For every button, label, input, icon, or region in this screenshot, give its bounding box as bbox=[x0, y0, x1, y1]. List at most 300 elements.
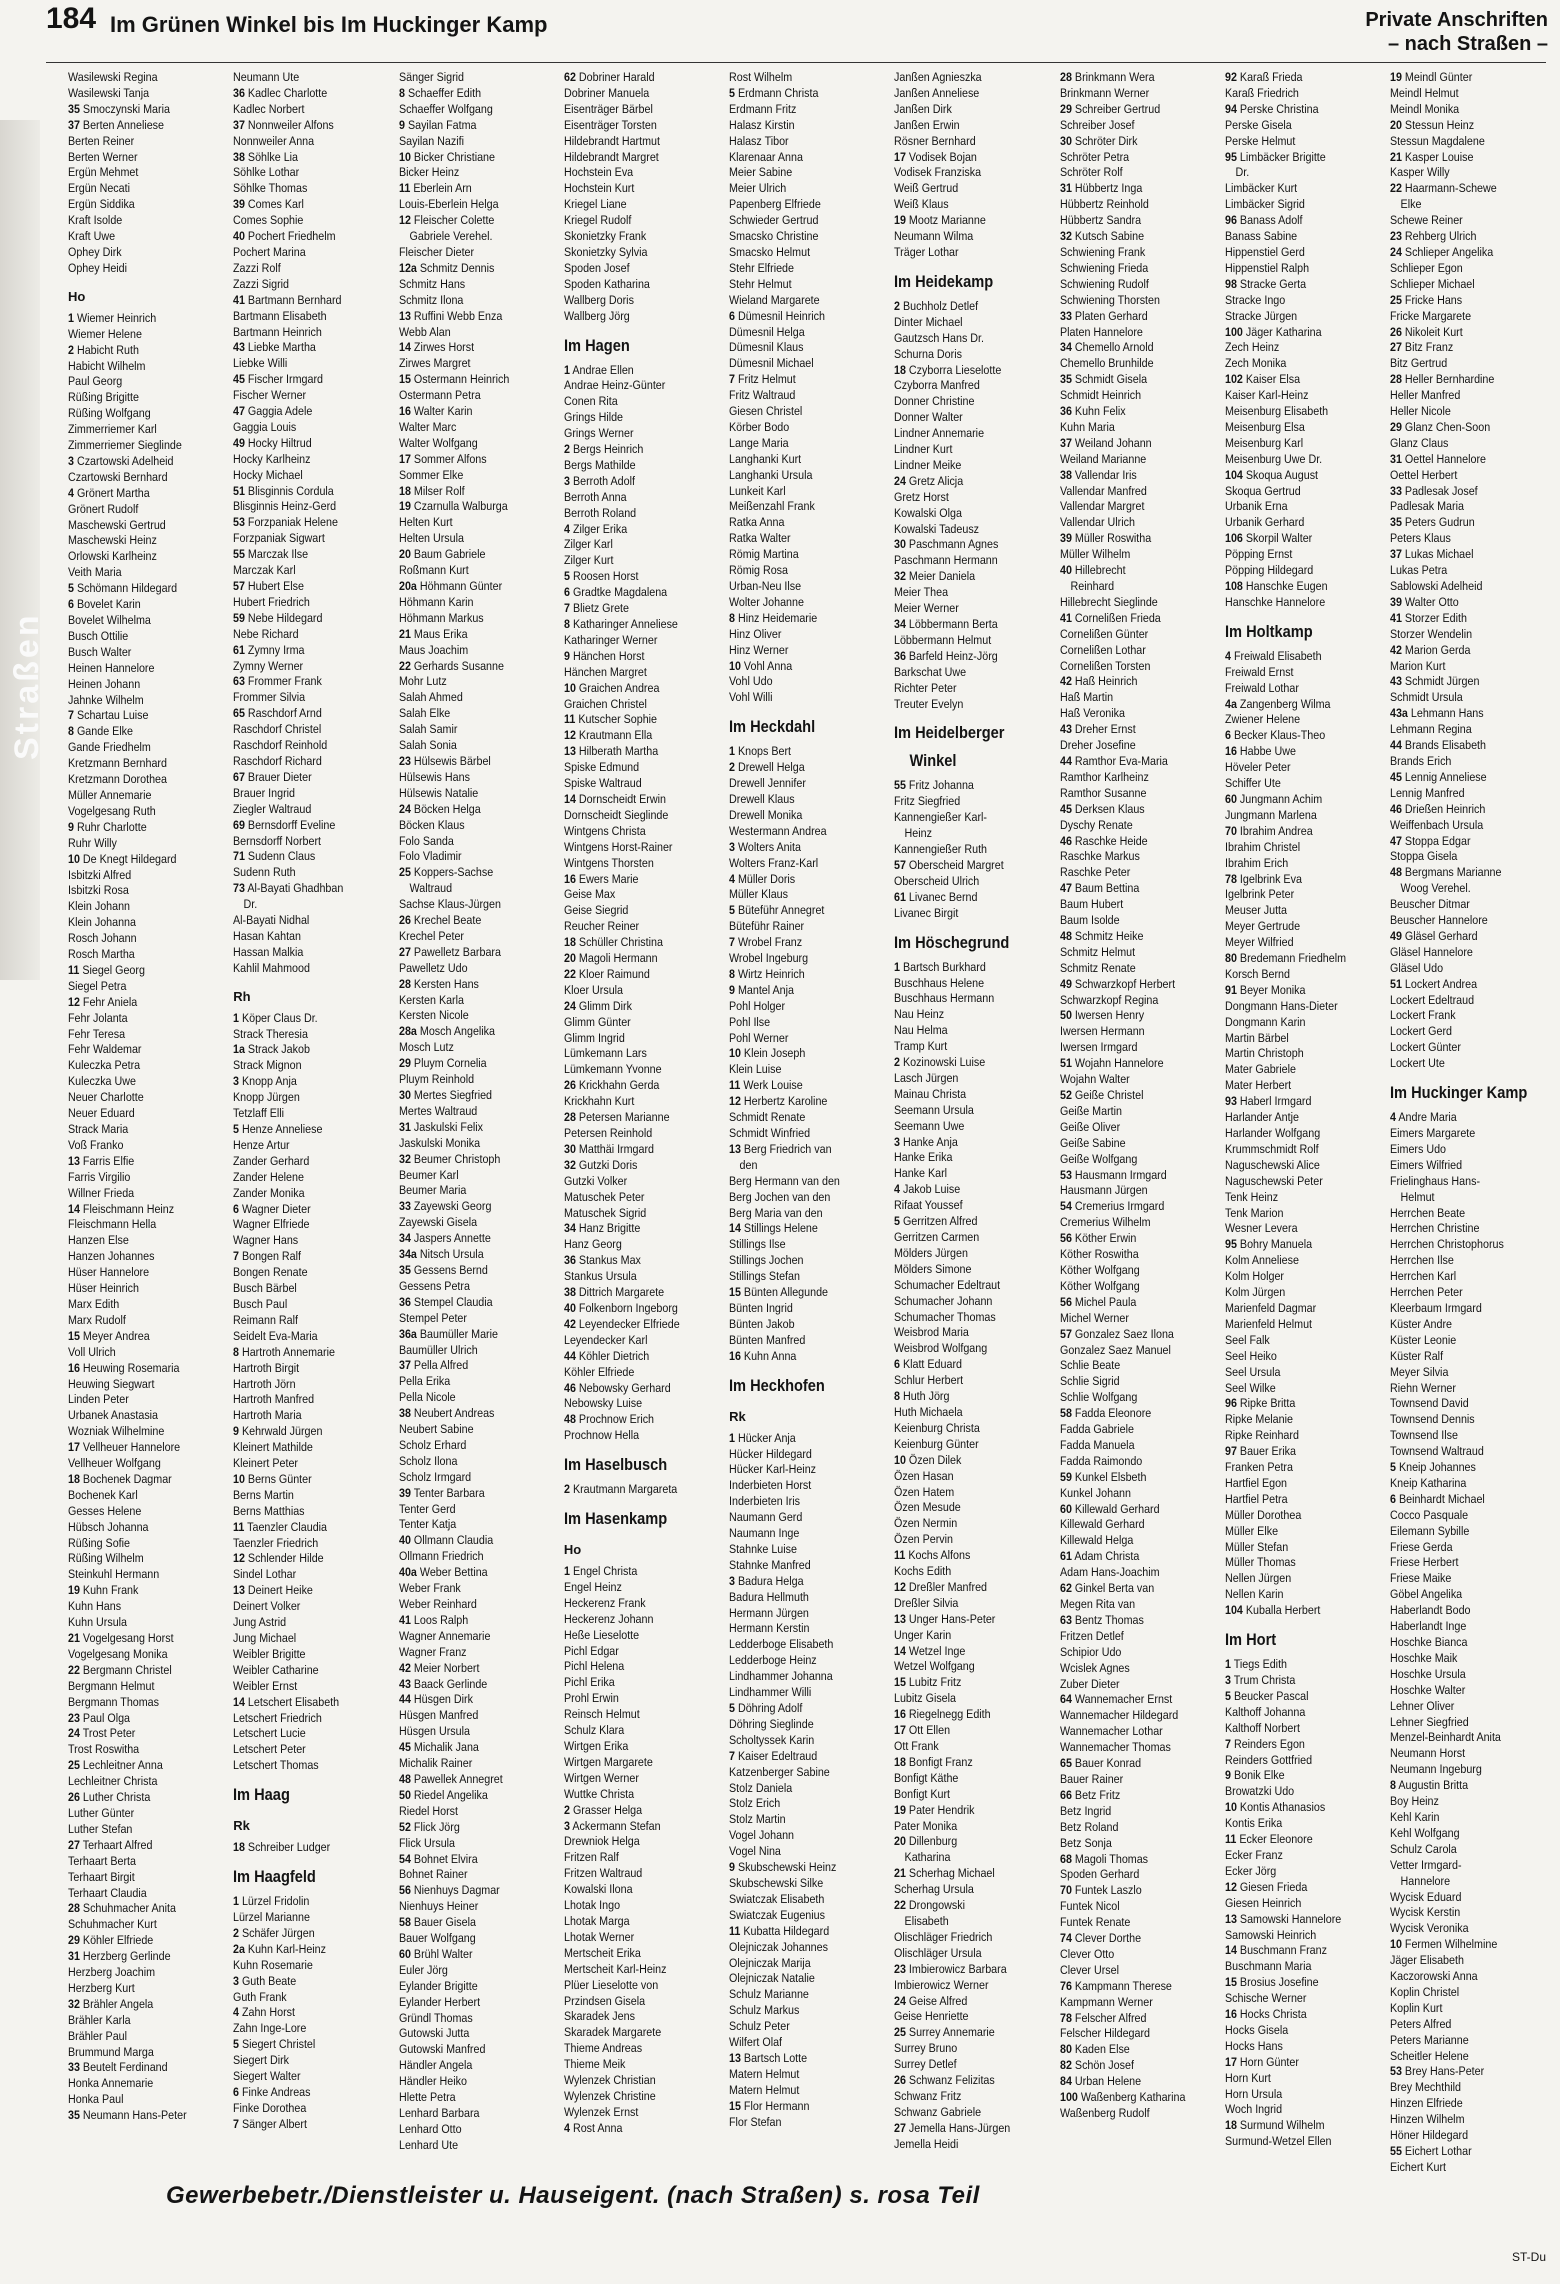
directory-entry bbox=[233, 818, 371, 834]
resident-name: Koplin Kurt bbox=[1390, 2000, 1443, 2015]
resident-name: Baum Hubert bbox=[1059, 897, 1123, 912]
resident-name: Papenberg Elfriede bbox=[729, 197, 821, 212]
resident-name: Matuschek Sigrid bbox=[563, 1205, 647, 1220]
directory-entry bbox=[564, 2009, 702, 2025]
directory-entry bbox=[1225, 1349, 1363, 1365]
directory-entry bbox=[399, 2106, 537, 2122]
directory-entry bbox=[399, 2058, 537, 2074]
directory-entry bbox=[399, 547, 537, 563]
page-number: 184 bbox=[46, 2, 97, 35]
house-number: 54 bbox=[398, 1851, 411, 1866]
house-number: 28 bbox=[563, 1110, 576, 1125]
directory-entry bbox=[399, 372, 537, 388]
house-number: 3 bbox=[1225, 1673, 1232, 1687]
directory-entry bbox=[68, 1424, 206, 1440]
house-number: 6 bbox=[563, 585, 570, 600]
resident-name: Schipior Udo bbox=[1059, 1644, 1122, 1659]
house-number: 43 bbox=[233, 340, 246, 355]
house-number: 16 bbox=[68, 1360, 80, 1375]
resident-name: Zimmerriemer Karl bbox=[68, 422, 157, 437]
house-number: 9 bbox=[729, 1860, 736, 1875]
resident-name: Huth Jörg bbox=[903, 1389, 950, 1404]
directory-entry bbox=[1060, 2026, 1198, 2042]
resident-name: Dr. bbox=[1235, 165, 1250, 180]
house-number: 12 bbox=[398, 213, 411, 228]
directory-entry bbox=[564, 1190, 702, 1206]
resident-name: Geise Max bbox=[563, 887, 616, 902]
house-number: 12 bbox=[68, 994, 80, 1009]
directory-entry bbox=[1225, 1158, 1363, 1174]
directory-entry bbox=[399, 325, 537, 341]
directory-entry bbox=[233, 420, 371, 436]
resident-name: Weibler Ernst bbox=[233, 1678, 298, 1693]
resident-name: Wiemer Helene bbox=[68, 326, 142, 341]
house-number: 1 bbox=[1225, 1657, 1232, 1672]
house-number: 32 bbox=[398, 1151, 411, 1166]
house-number: 20 bbox=[398, 547, 411, 562]
directory-entry bbox=[1060, 865, 1198, 881]
house-number: 11 bbox=[68, 962, 80, 977]
directory-entry bbox=[729, 1094, 867, 1110]
resident-name: Beumer Christoph bbox=[413, 1151, 500, 1166]
resident-name: Haberlandt Bodo bbox=[1390, 1603, 1471, 1618]
resident-name: Jakob Luise bbox=[903, 1182, 961, 1197]
directory-entry bbox=[1390, 1396, 1530, 1412]
resident-name: Smacsko Christine bbox=[729, 229, 819, 244]
directory-entry bbox=[1225, 2055, 1363, 2071]
house-number: 66 bbox=[1059, 1787, 1072, 1802]
directory-entry bbox=[894, 1135, 1032, 1151]
resident-name: Schröter Petra bbox=[1059, 149, 1129, 164]
directory-entry bbox=[1060, 1645, 1198, 1661]
resident-name: Kunkel Johann bbox=[1059, 1485, 1131, 1500]
resident-name: Vallendar Ulrich bbox=[1059, 515, 1135, 530]
directory-entry bbox=[1225, 1737, 1363, 1753]
resident-name: De Knegt Hildegard bbox=[82, 851, 177, 866]
directory-entry bbox=[1390, 1285, 1530, 1301]
house-number: 51 bbox=[1390, 976, 1403, 991]
resident-name: Letschert Peter bbox=[233, 1742, 307, 1757]
resident-name: Kloer Raimund bbox=[578, 966, 650, 981]
directory-entry bbox=[233, 690, 371, 706]
resident-name: Hanschke Eugen bbox=[1245, 579, 1328, 593]
resident-name: Büteführ Annegret bbox=[738, 903, 825, 918]
directory-entry bbox=[1060, 897, 1198, 913]
directory-entry bbox=[68, 1599, 206, 1615]
directory-entry bbox=[1225, 776, 1363, 792]
resident-name: Rehberg Ulrich bbox=[1405, 229, 1477, 244]
resident-name: Tenter Barbara bbox=[413, 1485, 485, 1500]
resident-name: Schumacher Thomas bbox=[894, 1309, 997, 1324]
directory-entry bbox=[1390, 340, 1530, 356]
resident-name: Berns Martin bbox=[233, 1487, 295, 1502]
directory-entry bbox=[68, 1106, 206, 1122]
house-number: 11 bbox=[729, 1923, 741, 1938]
directory-entry bbox=[1225, 1571, 1363, 1587]
house-number: 15 bbox=[68, 1328, 80, 1343]
directory-entry bbox=[1225, 356, 1363, 372]
directory-entry bbox=[564, 490, 702, 506]
house-number: 57 bbox=[233, 579, 246, 593]
directory-entry bbox=[1060, 1327, 1198, 1343]
directory-entry bbox=[1390, 2017, 1530, 2033]
house-number: 40 bbox=[563, 1300, 576, 1315]
directory-entry bbox=[1225, 760, 1363, 776]
house-number: 31 bbox=[1390, 451, 1403, 466]
street-heading: Im Heckdahl bbox=[729, 717, 816, 737]
resident-name: Wieland Margarete bbox=[729, 292, 820, 307]
directory-entry bbox=[1060, 229, 1198, 245]
directory-entry bbox=[729, 1637, 867, 1653]
resident-name: Elisabeth bbox=[905, 1913, 950, 1928]
directory-entry bbox=[564, 1349, 702, 1365]
directory-entry bbox=[1060, 1136, 1198, 1152]
directory-entry bbox=[1390, 2080, 1530, 2096]
directory-entry bbox=[1390, 2128, 1530, 2144]
resident-name: Bergs Heinrich bbox=[572, 442, 644, 457]
directory-entry bbox=[564, 1596, 702, 1612]
resident-name: Bünten Jakob bbox=[729, 1316, 795, 1331]
house-number: 3 bbox=[233, 1973, 240, 1988]
directory-entry bbox=[894, 1628, 1032, 1644]
house-number: 47 bbox=[233, 404, 246, 419]
house-number: 4 bbox=[1225, 648, 1232, 663]
resident-name: Conen Rita bbox=[563, 394, 618, 409]
directory-entry bbox=[233, 1910, 371, 1926]
resident-name: Kowalski Tadeusz bbox=[894, 521, 980, 536]
house-number: 49 bbox=[1390, 928, 1403, 943]
directory-entry bbox=[564, 856, 702, 872]
resident-name: Bohnet Rainer bbox=[398, 1867, 468, 1882]
house-number: 14 bbox=[68, 1201, 80, 1216]
resident-name: Zech Heinz bbox=[1225, 340, 1280, 355]
resident-name: Ollmann Claudia bbox=[413, 1533, 493, 1548]
house-number: 76 bbox=[1059, 1978, 1072, 1993]
resident-name: Olischläger Friedrich bbox=[894, 1929, 993, 1944]
resident-name: Koppers-Sachse bbox=[413, 865, 493, 880]
resident-name: Dinter Michael bbox=[894, 314, 964, 329]
house-number: 63 bbox=[1059, 1612, 1072, 1627]
resident-name: Meisenburg Uwe Dr. bbox=[1225, 451, 1323, 466]
resident-name: Imbierowicz Werner bbox=[894, 1977, 990, 1992]
house-number: 1a bbox=[233, 1042, 246, 1057]
directory-entry bbox=[729, 776, 867, 792]
resident-name: Schulz Klara bbox=[563, 1723, 625, 1738]
page-range-title: Im Grünen Winkel bis Im Huckinger Kamp bbox=[110, 12, 548, 37]
house-number: 24 bbox=[894, 1993, 907, 2008]
directory-entry bbox=[399, 1820, 537, 1836]
resident-name: Donner Christine bbox=[894, 394, 975, 409]
directory-entry bbox=[233, 1377, 371, 1393]
directory-entry bbox=[564, 919, 702, 935]
house-number: 20 bbox=[894, 1834, 907, 1849]
house-number: 37 bbox=[1390, 547, 1403, 562]
resident-name: Hänchen Horst bbox=[572, 648, 645, 663]
resident-name: Surmund-Wetzel Ellen bbox=[1225, 2134, 1332, 2149]
resident-name: Wintgens Thorsten bbox=[563, 855, 654, 870]
directory-entry bbox=[729, 690, 867, 706]
directory-entry bbox=[894, 2105, 1032, 2121]
resident-name: Bünten Manfred bbox=[729, 1332, 806, 1347]
resident-name: Gläsel Hannelore bbox=[1390, 944, 1474, 959]
directory-entry bbox=[1225, 983, 1363, 999]
directory-entry bbox=[1225, 1174, 1363, 1190]
resident-name: Schlieper Egon bbox=[1390, 260, 1464, 275]
directory-entry bbox=[1390, 977, 1530, 993]
resident-name: Salah Sonia bbox=[398, 738, 457, 753]
directory-entry bbox=[1060, 1438, 1198, 1454]
resident-name: Jaskulski Felix bbox=[413, 1119, 483, 1134]
house-number: 33 bbox=[1390, 483, 1403, 498]
resident-name: Flor Hermann bbox=[744, 2098, 810, 2113]
house-number: 11 bbox=[894, 1548, 906, 1563]
resident-name: Ratka Anna bbox=[729, 515, 785, 530]
directory-entry bbox=[233, 1958, 371, 1974]
resident-name: Sommer Elke bbox=[398, 467, 463, 482]
resident-name: Forzpaniak Helene bbox=[248, 515, 339, 530]
resident-name: Glimm Dirk bbox=[578, 998, 632, 1013]
resident-name: Farris Elfie bbox=[82, 1153, 135, 1168]
directory-entry bbox=[1225, 1142, 1363, 1158]
directory-entry bbox=[564, 1755, 702, 1771]
resident-name: Marx Edith bbox=[68, 1296, 120, 1311]
directory-entry bbox=[729, 1431, 867, 1447]
section-title-line2: – nach Straßen – bbox=[1387, 33, 1548, 55]
resident-name: Kuhn Maria bbox=[1059, 419, 1115, 434]
house-number: 14 bbox=[398, 340, 411, 355]
directory-entry bbox=[1225, 1428, 1363, 1444]
resident-name: Mosch Angelika bbox=[419, 1024, 495, 1039]
house-number: 43 bbox=[1059, 722, 1072, 737]
house-number: 48 bbox=[1390, 865, 1403, 880]
directory-entry bbox=[68, 2108, 206, 2124]
footer-note: Gewerbebetr./Dienstleister u. Hauseigent. (nach Straßen) s. rosa Teil bbox=[166, 2182, 980, 2209]
directory-entry bbox=[68, 708, 206, 724]
directory-entry bbox=[1060, 1374, 1198, 1390]
resident-name: Heße Lieselotte bbox=[563, 1627, 640, 1642]
resident-name: Martin Christoph bbox=[1225, 1046, 1304, 1061]
directory-entry bbox=[729, 1206, 867, 1222]
resident-name: Berroth Adolf bbox=[572, 473, 635, 488]
resident-name: Meier Norbert bbox=[413, 1660, 480, 1675]
resident-name: Mertscheit Erika bbox=[563, 1945, 641, 1960]
house-number: 14 bbox=[233, 1694, 246, 1709]
directory-entry bbox=[233, 1488, 371, 1504]
directory-entry bbox=[1390, 1301, 1530, 1317]
directory-entry bbox=[1060, 690, 1198, 706]
resident-name: Platen Hannelore bbox=[1059, 324, 1143, 339]
resident-name: Schuhmacher Anita bbox=[82, 1901, 176, 1916]
resident-name: Geise Henriette bbox=[894, 2009, 969, 2024]
directory-entry bbox=[1390, 1810, 1530, 1826]
resident-name: Kuhn Frank bbox=[82, 1583, 139, 1598]
directory-entry bbox=[1060, 1215, 1198, 1231]
street-heading: Im Höschegrund bbox=[894, 932, 1010, 952]
resident-name: Neumann Horst bbox=[1390, 1746, 1466, 1761]
resident-name: Neubert Sabine bbox=[398, 1422, 474, 1437]
directory-entry bbox=[564, 245, 702, 261]
resident-name: Seemann Ursula bbox=[894, 1102, 975, 1117]
directory-entry bbox=[1060, 1279, 1198, 1295]
house-number: 13 bbox=[233, 1583, 246, 1598]
directory-entry bbox=[1390, 277, 1530, 293]
resident-name: Schlieper Michael bbox=[1390, 276, 1476, 291]
house-number: 23 bbox=[68, 1710, 80, 1725]
resident-name: Hübbertz Reinhold bbox=[1059, 197, 1149, 212]
resident-name: Weiffenbach Ursula bbox=[1390, 817, 1484, 832]
directory-entry bbox=[68, 1011, 206, 1027]
resident-name: Hillebrecht Sieglinde bbox=[1059, 594, 1158, 609]
directory-entry bbox=[729, 70, 867, 86]
resident-name: Busch Bärbel bbox=[233, 1281, 298, 1296]
directory-entry bbox=[894, 1755, 1032, 1771]
resident-name: Zayewski Gisela bbox=[398, 1215, 477, 1230]
directory-entry bbox=[1390, 1715, 1530, 1731]
resident-name: Eimers Wilfried bbox=[1390, 1157, 1463, 1172]
directory-entry bbox=[564, 1046, 702, 1062]
directory-entry bbox=[1390, 1524, 1530, 1540]
resident-name: Weisbrod Wolfgang bbox=[894, 1341, 988, 1356]
directory-entry bbox=[1390, 547, 1530, 563]
directory-entry bbox=[233, 611, 371, 627]
house-number: 27 bbox=[68, 1837, 80, 1852]
directory-entry bbox=[1390, 181, 1530, 197]
house-number: 7 bbox=[729, 372, 736, 387]
resident-name: Perske Gisela bbox=[1225, 117, 1292, 132]
directory-entry bbox=[1060, 102, 1198, 118]
resident-name: Kalthoff Norbert bbox=[1225, 1720, 1300, 1735]
directory-entry bbox=[233, 674, 371, 690]
directory-entry bbox=[894, 794, 1032, 810]
directory-entry bbox=[564, 2089, 702, 2105]
directory-entry bbox=[1060, 1772, 1198, 1788]
resident-name: Bergs Mathilde bbox=[563, 457, 636, 472]
house-number: 11 bbox=[233, 1519, 245, 1534]
resident-name: Vogelgesang Horst bbox=[82, 1631, 174, 1645]
house-number: 39 bbox=[233, 197, 246, 212]
directory-entry bbox=[894, 1262, 1032, 1278]
directory-entry bbox=[1390, 1174, 1530, 1190]
directory-entry bbox=[399, 754, 537, 770]
directory-entry bbox=[894, 1691, 1032, 1707]
house-number: 31 bbox=[398, 1119, 411, 1134]
directory-entry bbox=[564, 1126, 702, 1142]
house-number: 7 bbox=[233, 2116, 240, 2131]
directory-entry bbox=[1225, 1928, 1363, 1944]
house-number: 55 bbox=[233, 547, 246, 562]
directory-entry bbox=[233, 86, 371, 102]
resident-name: Lehner Siegfried bbox=[1390, 1714, 1470, 1729]
house-number: 7 bbox=[563, 601, 570, 616]
resident-name: Lhotak Werner bbox=[563, 1929, 635, 1944]
directory-entry bbox=[1390, 404, 1530, 420]
resident-name: Livanec Bernd bbox=[909, 889, 978, 904]
directory-entry bbox=[894, 1405, 1032, 1421]
house-number: 17 bbox=[894, 149, 907, 164]
resident-name: Grönert Rudolf bbox=[68, 501, 139, 516]
street-heading: Im Huckinger Kamp bbox=[1390, 1083, 1528, 1103]
resident-name: Römig Martina bbox=[729, 547, 799, 562]
resident-name: Killewald Helga bbox=[1059, 1533, 1134, 1548]
directory-entry bbox=[564, 213, 702, 229]
directory-entry bbox=[68, 1313, 206, 1329]
resident-name: Berten Reiner bbox=[68, 133, 135, 148]
resident-name: Drewell Jennifer bbox=[729, 776, 807, 791]
resident-name: Vogelgesang Monika bbox=[68, 1646, 168, 1661]
street-heading: Im Hort bbox=[1225, 1630, 1277, 1650]
resident-name: Weiß Gertrud bbox=[894, 181, 959, 196]
resident-name: Liebke Martha bbox=[248, 340, 317, 355]
resident-name: Buchholz Detlef bbox=[903, 298, 979, 313]
resident-name: Vohl Udo bbox=[729, 674, 773, 689]
resident-name: Seel Wilke bbox=[1225, 1380, 1276, 1395]
directory-entry bbox=[68, 1965, 206, 1981]
resident-name: Gonzalez Saez Manuel bbox=[1059, 1342, 1171, 1357]
resident-name: Kaden Else bbox=[1074, 2042, 1130, 2057]
resident-name: Rost Wilhelm bbox=[729, 70, 793, 84]
resident-name: Weber Bettina bbox=[419, 1565, 488, 1580]
directory-entry bbox=[1060, 674, 1198, 690]
directory-entry bbox=[1390, 1603, 1530, 1619]
house-number: 34a bbox=[398, 1247, 417, 1262]
house-number: 5 bbox=[1225, 1688, 1232, 1703]
directory-entry bbox=[729, 1062, 867, 1078]
resident-name: Voll Ulrich bbox=[68, 1344, 116, 1359]
directory-entry bbox=[894, 633, 1032, 649]
directory-entry bbox=[1225, 887, 1363, 903]
resident-name: Siegel Petra bbox=[68, 978, 127, 993]
resident-name: Gessens Bernd bbox=[413, 1262, 488, 1277]
entry-continuation bbox=[399, 229, 537, 245]
directory-entry bbox=[233, 1520, 371, 1536]
district-code: Rh bbox=[233, 988, 251, 1004]
directory-entry bbox=[233, 2037, 371, 2053]
directory-entry bbox=[399, 1931, 537, 1947]
resident-name: Inderbieten Iris bbox=[729, 1494, 801, 1509]
directory-entry bbox=[1060, 1661, 1198, 1677]
directory-entry bbox=[1390, 1126, 1530, 1142]
directory-entry bbox=[399, 1740, 537, 1756]
directory-entry bbox=[399, 1040, 537, 1056]
resident-name: Hüsgen Ursula bbox=[398, 1724, 470, 1739]
house-number: 102 bbox=[1225, 372, 1243, 387]
resident-name: Fehr Aniela bbox=[82, 994, 138, 1009]
house-number: 41 bbox=[1390, 610, 1403, 625]
directory-entry bbox=[68, 150, 206, 166]
directory-entry bbox=[894, 1819, 1032, 1835]
resident-name: Ziegler Waltraud bbox=[233, 801, 312, 816]
resident-name: Beumer Karl bbox=[398, 1167, 459, 1182]
directory-entry bbox=[1225, 2134, 1363, 2150]
resident-name: Cremerius Wilhelm bbox=[1059, 1215, 1151, 1230]
resident-name: Neumann Ingeburg bbox=[1390, 1762, 1483, 1777]
resident-name: Böcken Helga bbox=[413, 801, 481, 816]
resident-name: Köhler Dietrich bbox=[578, 1348, 650, 1363]
directory-entry bbox=[68, 70, 206, 86]
resident-name: Tenk Marion bbox=[1225, 1205, 1284, 1220]
directory-entry bbox=[894, 1723, 1032, 1739]
resident-name: Meisenburg Elsa bbox=[1225, 419, 1305, 434]
resident-name: Kutsch Sabine bbox=[1074, 229, 1144, 244]
directory-entry bbox=[564, 887, 702, 903]
directory-entry bbox=[399, 2074, 537, 2090]
resident-name: Buschhaus Helene bbox=[894, 975, 985, 990]
directory-entry bbox=[1390, 1056, 1530, 1072]
directory-entry bbox=[68, 213, 206, 229]
resident-name: Kubatta Hildegard bbox=[743, 1923, 830, 1938]
directory-entry bbox=[233, 499, 371, 515]
directory-entry bbox=[399, 1549, 537, 1565]
